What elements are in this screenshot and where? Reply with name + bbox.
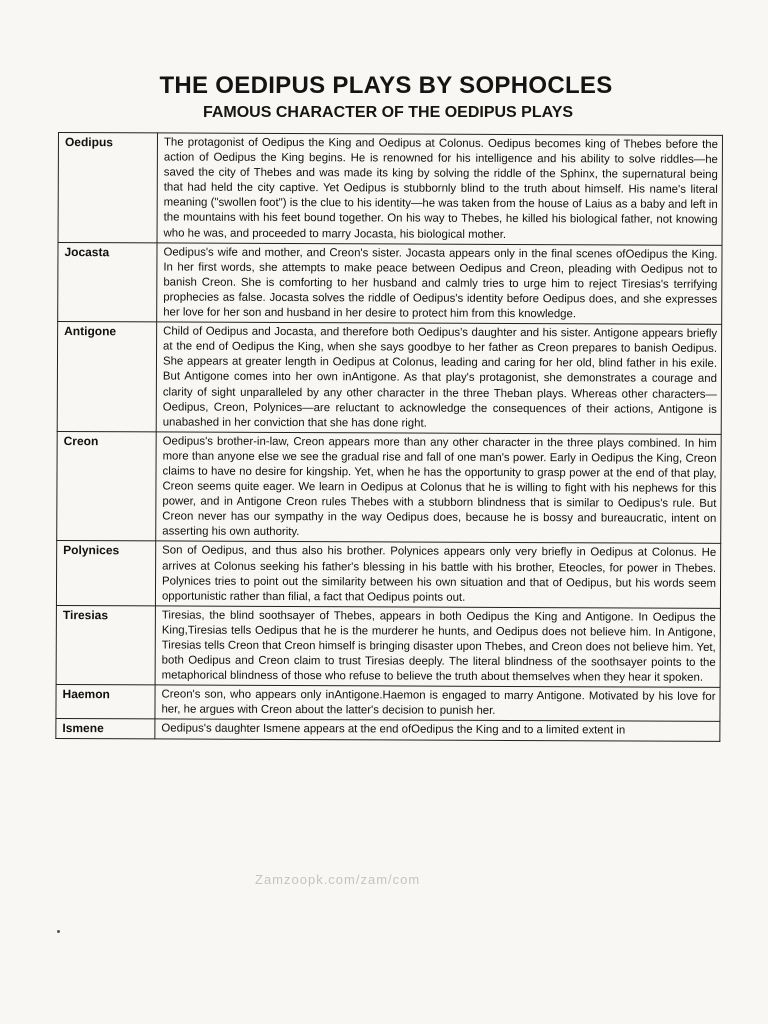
table-row xyxy=(57,431,721,544)
character-description: Son of Oedipus, and thus also his brother. Polynices appears only very briefly in Oedipus at Colonus. He arrives at Colonus seeking his father's blessing in his battle with his brother, Eteocles, for power in Thebes. Polynices tries to point out the similarity between his own situation and that of Oedipus, but his words seem opportunistic rather than filial, a fact that Oedipus points out. xyxy=(155,541,720,608)
speck xyxy=(57,930,60,933)
character-name: Creon xyxy=(57,431,156,541)
table-row xyxy=(58,242,722,324)
watermark: Zamzoopk.com/zam/com xyxy=(255,872,421,887)
character-name: Ismene xyxy=(56,719,155,739)
page-subtitle: FAMOUS CHARACTER OF THE OEDIPUS PLAYS xyxy=(202,104,574,121)
table-row xyxy=(56,541,720,608)
table-row xyxy=(58,133,722,246)
page-title: THE OEDIPUS PLAYS BY SOPHOCLES xyxy=(159,72,613,99)
character-description: Oedipus's brother-in-law, Creon appears more than any other character in the three plays combined. In him more than anyone else we see the gradual rise and fall of one man's power. Early in Oedipus the King, Creon claims to have no desire for kingship. Yet, when he has the opportunity to grasp power at the end of that play, Creon seems quite eager. We learn in Oedipus at Colonus that he is willing to fight with his nephews for this power, and in Antigone Creon rules Thebes with a stubborn blindness that is similar to Oedipus's rule. But Creon never has our sympathy in the way Oedipus does, because he is bossy and bureaucratic, intent on asserting his own authority. xyxy=(156,432,721,544)
table-row xyxy=(57,322,721,435)
character-description: Oedipus's daughter Ismene appears at the end ofOedipus the King and to a limited extent in xyxy=(155,719,720,741)
character-description: The protagonist of Oedipus the King and Oedipus at Colonus. Oedipus becomes king of Thebes before the action of Oedipus the King begins. He is renowned for his intelligence and his ability to solve riddles—he saved the city of Thebes and was made its king by solving the riddle of the Sphinx, the supernatural being that had held the city captive. Yet Oedipus is stubbornly blind to the truth about himself. His name's literal meaning ("swollen foot") is the clue to his identity—he was taken from the house of Laius as a baby and left in the mountains with his feet bound together. On his way to Thebes, he killed his biological father, not knowing who he was, and proceeded to marry Jocasta, his biological mother. xyxy=(157,133,722,245)
character-name: Jocasta xyxy=(58,242,157,322)
character-description: Creon's son, who appears only inAntigone.Haemon is engaged to marry Antigone. Motivated by his love for her, he argues with Creon about the latter's decision to punish her. xyxy=(155,685,720,722)
table-row xyxy=(56,719,720,741)
character-description: Tiresias, the blind soothsayer of Thebes, appears in both Oedipus the King and Antigone. In Oedipus the King,Tiresias tells Oedipus that he is the murderer he hunts, and Oedipus does not believe him. In Antigone, Tiresias tells Creon that Creon himself is bringing disaster upon Thebes, and Creon does not believe him. Yet, both Oedipus and Creon claim to trust Tiresias deeply. The literal blindness of the soothsayer points to the metaphorical blindness of those who refuse to believe the truth about themselves when they hear it spoken. xyxy=(155,606,720,688)
character-description: Child of Oedipus and Jocasta, and therefore both Oedipus's daughter and his sister. Antigone appears briefly at the end of Oedipus the King, when she says goodbye to her father as Creon prepares to banish Oedipus. She appears at greater length in Oedipus at Colonus, leading and caring for her old, blind father in his exile. But Antigone comes into her own inAntigone. As that play's protagonist, she demonstrates a courage and clarity of sight unparalleled by any other character in the three Theban plays. Whereas other characters—Oedipus, Creon, Polynices—are reluctant to acknowledge the consequences of their actions, Antigone is unabashed in her conviction that she has done right. xyxy=(156,322,721,434)
character-name: Oedipus xyxy=(58,133,157,243)
character-name: Antigone xyxy=(57,322,156,432)
table-row xyxy=(56,605,720,687)
character-description: Oedipus's wife and mother, and Creon's sister. Jocasta appears only in the final scenes ofOedipus the King. In her first words, she attempts to make peace between Oedipus and Creon, pleading with Oedipus not to banish Creon. She is comforting to her husband and calmly tries to urge him to reject Tiresias's terrifying prophecies as false. Jocasta solves the riddle of Oedipus's identity before Oedipus does, and she expresses her love for her son and husband in her desire to protect him from this knowledge. xyxy=(157,243,722,325)
character-name: Polynices xyxy=(56,541,155,606)
character-name: Haemon xyxy=(56,685,155,720)
character-name: Tiresias xyxy=(56,605,155,685)
characters-table xyxy=(55,132,723,741)
table-row xyxy=(56,685,720,722)
